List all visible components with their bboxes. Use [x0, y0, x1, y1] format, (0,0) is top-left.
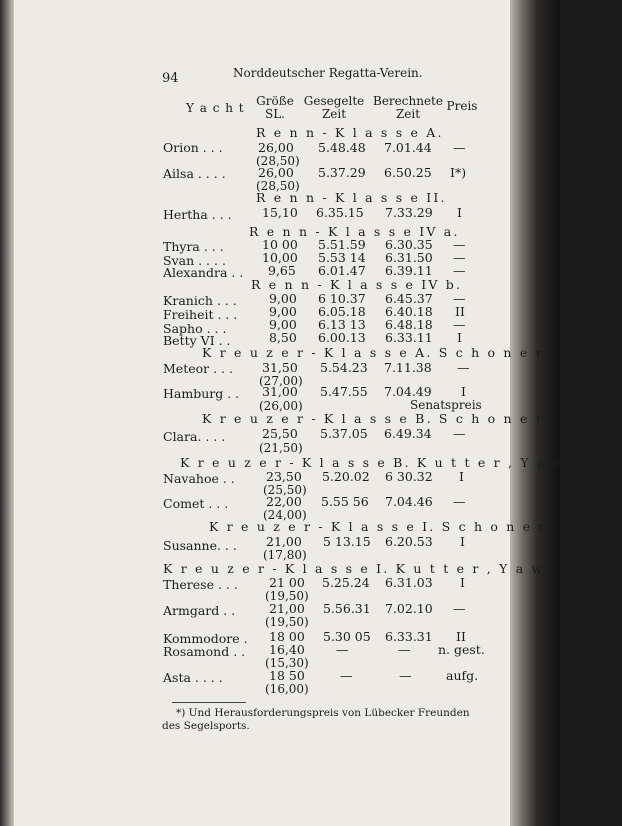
prize: I*) — [450, 165, 467, 180]
sailed-time: 5.30 05 — [323, 629, 371, 644]
yacht-size-alt: (26,00) — [259, 399, 303, 413]
calculated-time: 6.31.50 — [385, 250, 433, 265]
calculated-time: — — [398, 642, 411, 657]
calculated-time: 7.01.44 — [384, 140, 432, 155]
yacht-size-alt: (27,00) — [259, 374, 303, 388]
sailed-time: 6.35.15 — [316, 205, 364, 220]
calculated-time: 6.20.53 — [385, 534, 433, 549]
col-calc-1: Berechnete — [373, 94, 443, 108]
calculated-time: 7.04.46 — [385, 494, 433, 509]
yacht-name: Hertha . . . — [163, 207, 232, 222]
yacht-size-alt: (28,50) — [256, 154, 300, 168]
calculated-time: 6.30.35 — [385, 237, 433, 252]
prize: I — [457, 330, 462, 345]
yacht-name: Betty VI . . — [163, 333, 231, 348]
yacht-size-alt: (28,50) — [256, 179, 300, 193]
footnote-line-2: des Segelsports. — [162, 720, 250, 732]
calculated-time: 6.45.37 — [385, 291, 433, 306]
yacht-name: Svan . . . . — [163, 253, 226, 268]
sailed-time: 5.53 14 — [318, 250, 366, 265]
section-heading: K r e u z e r - K l a s s e I. K u t t e r , Y a w l s e t c. — [163, 561, 622, 576]
yacht-name: Sapho . . . — [163, 321, 227, 336]
section-heading: K r e u z e r - K l a s s e B. S c h o n e r. — [202, 411, 549, 426]
yacht-name: Kommodore . — [163, 631, 248, 646]
sailed-time: 6.00.13 — [318, 330, 366, 345]
yacht-name: Asta . . . . — [163, 670, 223, 685]
yacht-size: 9,00 — [269, 291, 297, 306]
sailed-time: 5.51.59 — [318, 237, 366, 252]
sailed-time: 5 13.15 — [323, 534, 371, 549]
yacht-size: 9,00 — [269, 304, 297, 319]
yacht-name: Susanne. . . — [163, 538, 237, 553]
sailed-time: 6.05.18 — [318, 304, 366, 319]
sailed-time: 5.47.55 — [320, 384, 368, 399]
sailed-time: 5.37.29 — [318, 165, 366, 180]
calculated-time: 6.50.25 — [384, 165, 432, 180]
calculated-time: 7.33.29 — [385, 205, 433, 220]
yacht-name: Kranich . . . — [163, 293, 237, 308]
section-heading: K r e u z e r - K l a s s e A. S c h o n e r. — [202, 345, 549, 360]
page-number: 94 — [162, 71, 179, 86]
prize: aufg. — [446, 668, 479, 683]
calculated-time: 7.11.38 — [384, 360, 432, 375]
yacht-name: Clara. . . . — [163, 429, 226, 444]
sailed-time: — — [336, 642, 349, 657]
calculated-time: 7.04.49 — [384, 384, 432, 399]
yacht-size: 9,65 — [268, 263, 296, 278]
yacht-size: 26,00 — [258, 165, 294, 180]
section-heading: K r e u z e r - K l a s s e B. K u t t e r , Y a w l s. — [180, 455, 599, 470]
yacht-size: 31,00 — [262, 384, 298, 399]
prize: — — [453, 426, 466, 441]
prize: I — [457, 205, 462, 220]
prize: — — [453, 237, 466, 252]
yacht-name: Comet . . . — [163, 496, 229, 511]
sailed-time: 6.13 13 — [318, 317, 366, 332]
yacht-size: 26,00 — [258, 140, 294, 155]
yacht-size-alt: (24,00) — [263, 508, 307, 522]
sailed-time: 6.01.47 — [318, 263, 366, 278]
prize: — — [453, 291, 466, 306]
prize: II — [455, 304, 465, 319]
yacht-name: Meteor . . . — [163, 361, 233, 376]
col-prize: Preis — [446, 99, 478, 113]
yacht-size: 18 50 — [269, 668, 305, 683]
section-heading: K r e u z e r - K l a s s e I. S c h o n e r. — [209, 519, 552, 534]
yacht-name: Ailsa . . . . — [163, 166, 226, 181]
sailed-time: 5.20.02 — [322, 469, 370, 484]
calculated-time: 6.33.31 — [385, 629, 433, 644]
yacht-size: 16,40 — [269, 642, 305, 657]
sailed-time: 6 10.37 — [318, 291, 366, 306]
calculated-time: 6.33.11 — [385, 330, 433, 345]
footnote-rule — [172, 702, 246, 703]
prize: — — [453, 140, 466, 155]
running-head: Norddeutscher Regatta-Verein. — [233, 66, 423, 80]
prize: I — [460, 575, 465, 590]
yacht-size: 10,00 — [262, 250, 298, 265]
yacht-size-alt: (19,50) — [265, 615, 309, 629]
sailed-time: — — [340, 668, 353, 683]
yacht-size: 31,50 — [262, 360, 298, 375]
book-spine-shadow — [0, 0, 14, 826]
prize: — — [453, 317, 466, 332]
yacht-name: Alexandra . . — [163, 265, 244, 280]
calculated-time: 6.39.11 — [385, 263, 433, 278]
col-size-2: SL. — [264, 107, 286, 121]
yacht-size: 21 00 — [269, 575, 305, 590]
sailed-time: 5.56.31 — [323, 601, 371, 616]
col-sailed-1: Gesegelte — [303, 94, 365, 108]
section-heading: R e n n - K l a s s e A. — [256, 125, 444, 140]
yacht-name: Freiheit . . . — [163, 307, 238, 322]
calculated-time: — — [399, 668, 412, 683]
yacht-size-alt: (19,50) — [265, 589, 309, 603]
footnote-line-1: *) Und Herausforderungspreis von Lübecker Freunden — [176, 707, 470, 719]
yacht-size: 15,10 — [262, 205, 298, 220]
prize: n. gest. — [438, 642, 485, 657]
prize: II — [456, 629, 466, 644]
prize: — — [453, 250, 466, 265]
sailed-time: 5.54.23 — [320, 360, 368, 375]
yacht-size: 9,00 — [269, 317, 297, 332]
yacht-size-alt: (17,80) — [263, 548, 307, 562]
prize: — — [457, 360, 470, 375]
prize: — — [453, 263, 466, 278]
yacht-size: 25,50 — [262, 426, 298, 441]
section-heading: R e n n - K l a s s e IV a. — [249, 224, 460, 239]
sailed-time: 5.48.48 — [318, 140, 366, 155]
yacht-name: Navahoe . . — [163, 471, 235, 486]
prize: I — [459, 469, 464, 484]
prize-note: Senatspreis — [410, 398, 482, 412]
yacht-size: 21,00 — [266, 534, 302, 549]
calculated-time: 6.48.18 — [385, 317, 433, 332]
calculated-time: 6.49.34 — [384, 426, 432, 441]
sailed-time: 5.25.24 — [322, 575, 370, 590]
sailed-time: 5.55 56 — [321, 494, 369, 509]
yacht-size: 23,50 — [266, 469, 302, 484]
prize: I — [460, 534, 465, 549]
calculated-time: 6 30.32 — [385, 469, 433, 484]
yacht-size: 18 00 — [269, 629, 305, 644]
col-yacht: Y a c h t — [186, 101, 245, 115]
section-heading: R e n n - K l a s s e II. — [256, 190, 447, 205]
calculated-time: 7.02.10 — [385, 601, 433, 616]
yacht-name: Hamburg . . — [163, 386, 240, 401]
yacht-size-alt: (25,50) — [263, 483, 307, 497]
yacht-size: 22,00 — [266, 494, 302, 509]
yacht-name: Thyra . . . — [163, 239, 224, 254]
calculated-time: 6.31.03 — [385, 575, 433, 590]
yacht-size-alt: (15,30) — [265, 656, 309, 670]
sailed-time: 5.37.05 — [320, 426, 368, 441]
yacht-size: 8,50 — [269, 330, 297, 345]
col-calc-2: Zeit — [395, 107, 421, 121]
yacht-name: Orion . . . — [163, 140, 223, 155]
yacht-size: 21,00 — [269, 601, 305, 616]
prize: — — [453, 601, 466, 616]
yacht-name: Armgard . . — [163, 603, 236, 618]
prize: I — [461, 384, 466, 399]
calculated-time: 6.40.18 — [385, 304, 433, 319]
yacht-size-alt: (16,00) — [265, 682, 309, 696]
section-heading: R e n n - K l a s s e IV b. — [251, 277, 463, 292]
prize: — — [453, 494, 466, 509]
yacht-name: Rosamond . . — [163, 644, 246, 659]
yacht-size: 10 00 — [262, 237, 298, 252]
yacht-size-alt: (21,50) — [259, 441, 303, 455]
yacht-name: Therese . . . — [163, 577, 238, 592]
col-size-1: Größe — [256, 94, 294, 108]
col-sailed-2: Zeit — [321, 107, 347, 121]
